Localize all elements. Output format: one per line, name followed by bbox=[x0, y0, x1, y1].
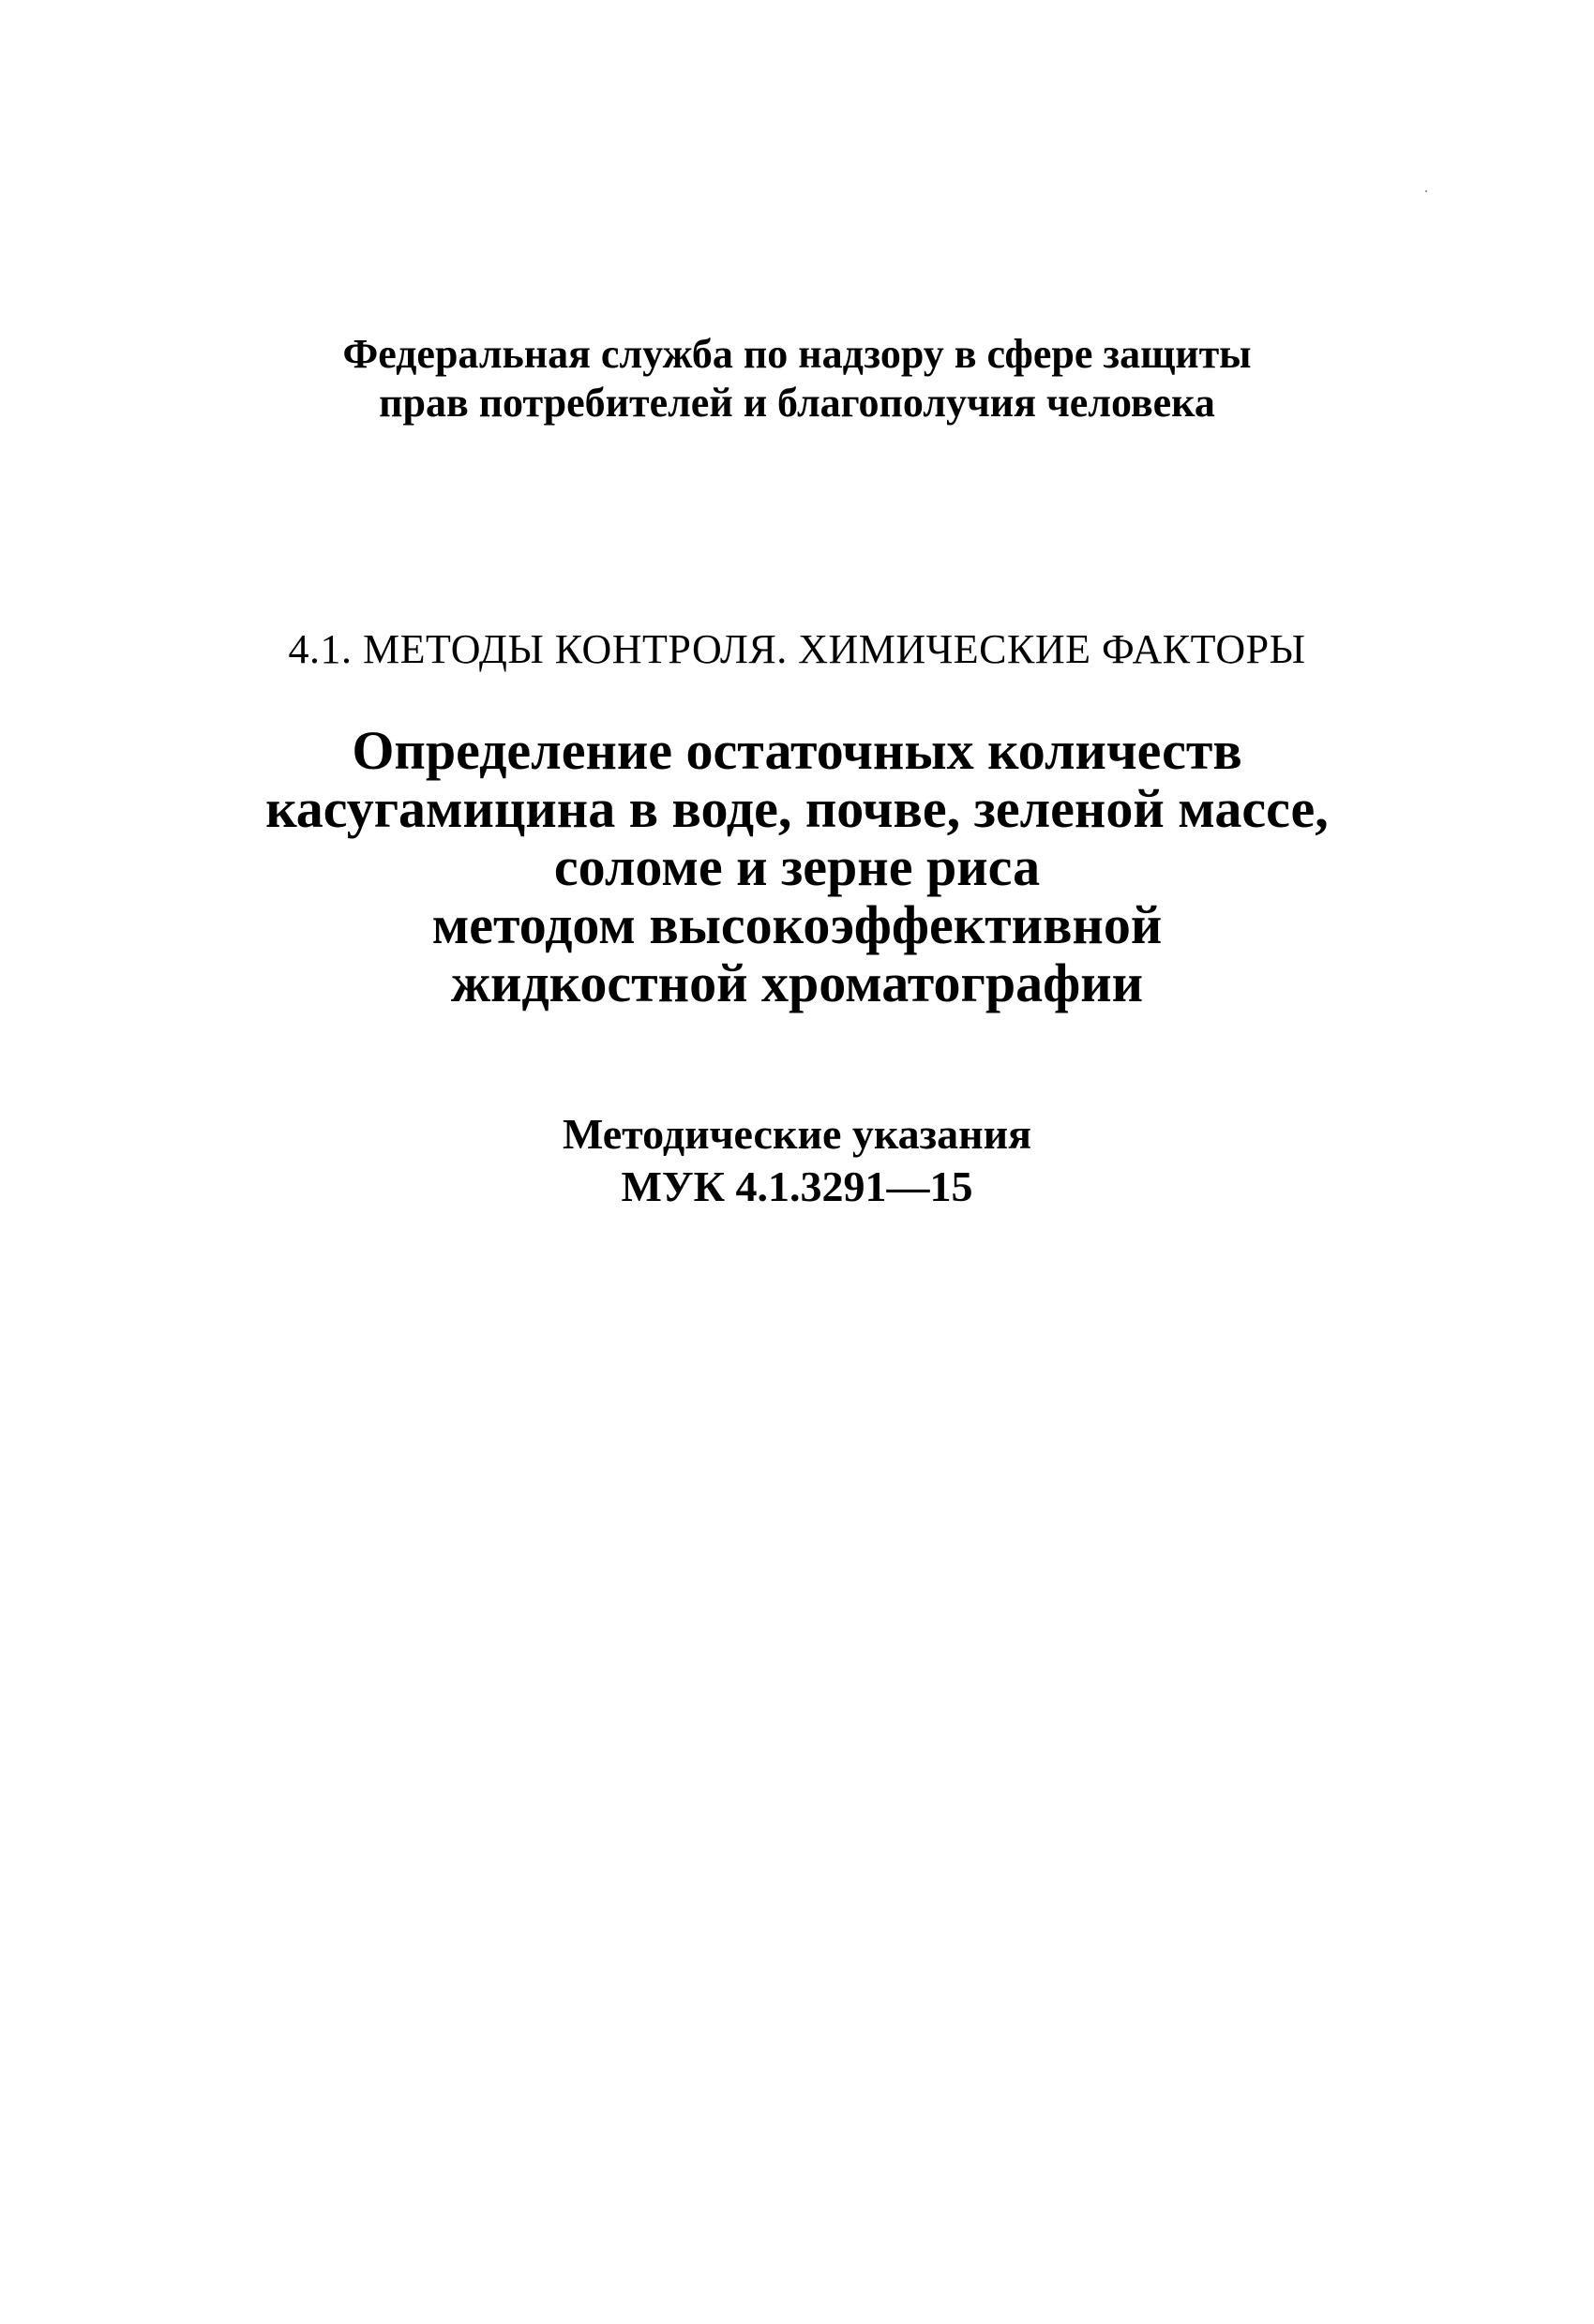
agency-line-1: Федеральная служба по надзору в сфере защиты bbox=[342, 331, 1252, 377]
title-line-5: жидкостной хроматографии bbox=[450, 952, 1144, 1013]
title-line-2: касугамицина в воде, почве, зеленой массе, bbox=[265, 778, 1329, 839]
document-type: Методические указания bbox=[562, 1110, 1032, 1158]
scan-speck bbox=[1425, 190, 1427, 192]
title-line-3: соломе и зерне риса bbox=[553, 836, 1041, 897]
title-line-1: Определение остаточных количеств bbox=[352, 720, 1242, 781]
section-heading: 4.1. МЕТОДЫ КОНТРОЛЯ. ХИМИЧЕСКИЕ ФАКТОРЫ bbox=[288, 626, 1306, 672]
document-code: МУК 4.1.3291—15 bbox=[621, 1162, 973, 1210]
document-type-block bbox=[0, 1108, 1594, 1213]
document-title bbox=[0, 722, 1594, 1012]
agency-line-2: прав потребителей и благополучия человека bbox=[379, 380, 1215, 426]
agency-heading bbox=[0, 330, 1594, 427]
title-line-4: методом высокоэффективной bbox=[431, 894, 1163, 955]
